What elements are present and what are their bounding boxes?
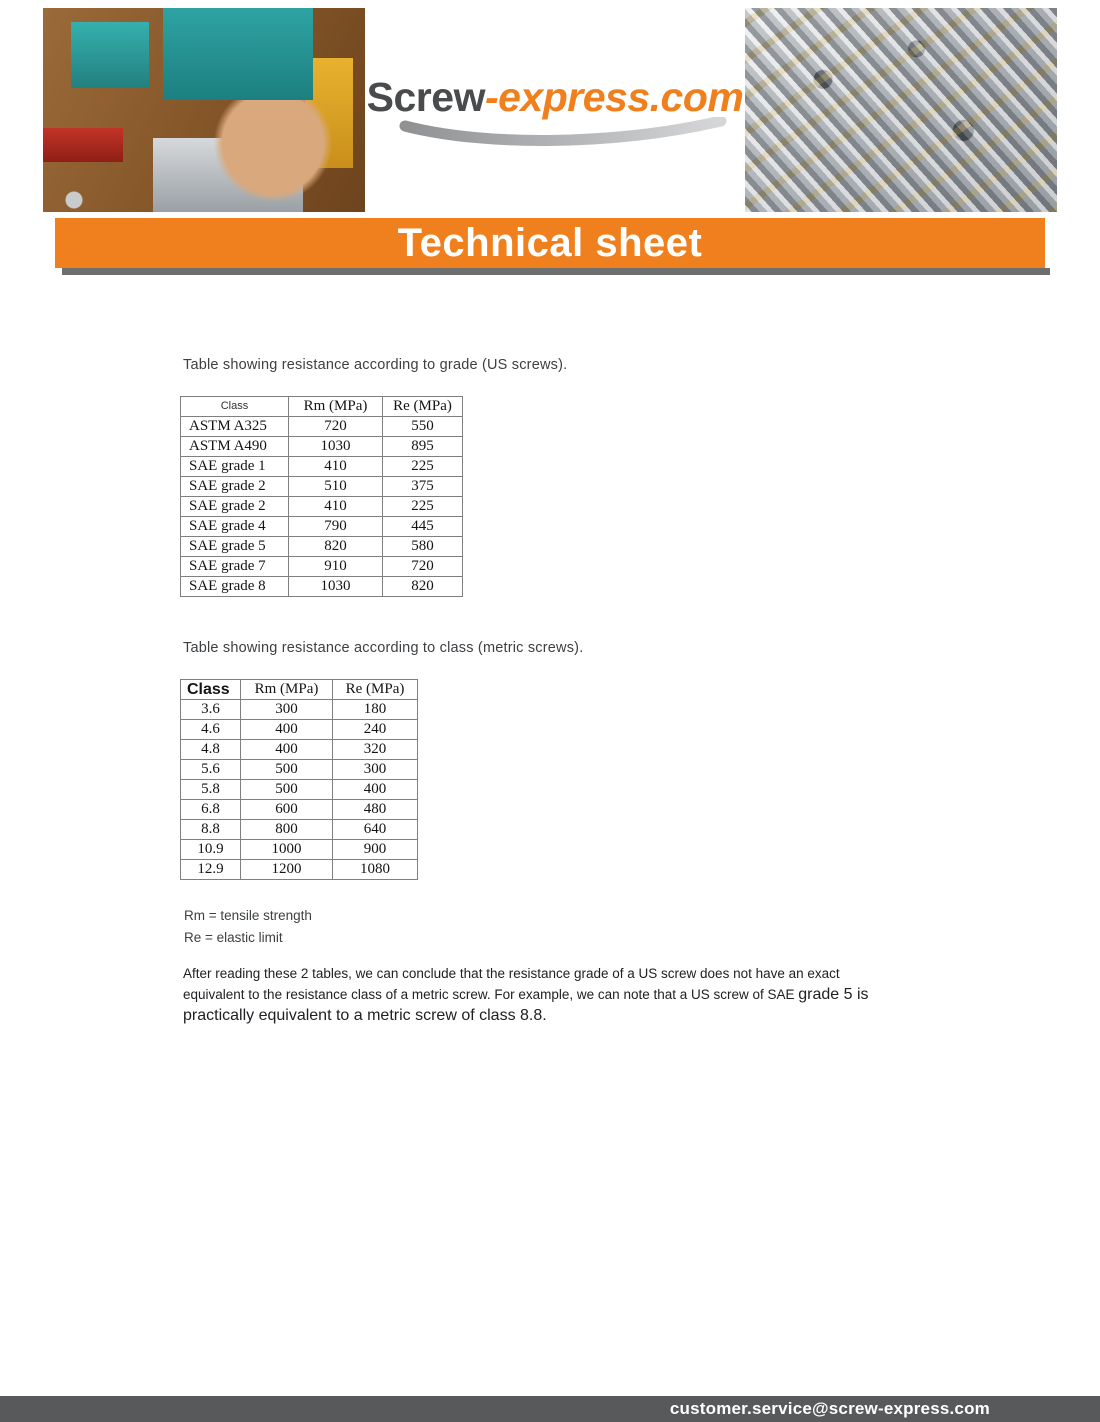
table-cell: 8.8	[181, 820, 241, 840]
metric-resistance-table	[180, 679, 418, 880]
table-row	[181, 457, 463, 477]
table-cell: 910	[289, 557, 383, 577]
table-row	[181, 820, 418, 840]
table-cell: 500	[241, 780, 333, 800]
table-cell: 375	[383, 477, 463, 497]
table-row	[181, 437, 463, 457]
table-cell: SAE grade 2	[181, 477, 289, 497]
table-cell: 820	[289, 537, 383, 557]
page-title: Technical sheet	[397, 220, 703, 265]
table-cell: 720	[289, 417, 383, 437]
table-cell: 790	[289, 517, 383, 537]
table-cell: 900	[333, 840, 418, 860]
table-cell: 400	[333, 780, 418, 800]
table-row	[181, 800, 418, 820]
legend-notes	[184, 905, 312, 949]
conclusion-text-emphasis: grade 5 is practically equivalent to a metric screw of class 8.8.	[183, 986, 869, 1024]
table-row	[181, 780, 418, 800]
column-header: Re (MPa)	[333, 680, 418, 700]
table-row	[181, 740, 418, 760]
table-cell: 400	[241, 720, 333, 740]
table-row	[181, 557, 463, 577]
us-table-caption: Table showing resistance according to grade (US screws).	[183, 357, 568, 373]
table-cell: 1030	[289, 577, 383, 597]
workbench-photo	[43, 8, 365, 212]
legend-re: Re = elastic limit	[184, 930, 283, 945]
legend-rm: Rm = tensile strength	[184, 908, 312, 923]
table-cell: 410	[289, 497, 383, 517]
table-cell: 895	[383, 437, 463, 457]
table-cell: SAE grade 4	[181, 517, 289, 537]
table-header-row	[181, 680, 418, 700]
table-cell: 5.8	[181, 780, 241, 800]
table-cell: SAE grade 8	[181, 577, 289, 597]
logo-text	[367, 74, 744, 121]
table-cell: SAE grade 5	[181, 537, 289, 557]
table-cell: ASTM A325	[181, 417, 289, 437]
table-row	[181, 417, 463, 437]
table-cell: 4.6	[181, 720, 241, 740]
table-row	[181, 860, 418, 880]
logo-screw-word: Screw	[366, 73, 485, 120]
table-row	[181, 840, 418, 860]
table-row	[181, 760, 418, 780]
footer	[0, 1396, 1100, 1422]
table-cell: 300	[333, 760, 418, 780]
logo	[365, 8, 745, 212]
table-cell: 800	[241, 820, 333, 840]
table-cell: 510	[289, 477, 383, 497]
table-cell: 500	[241, 760, 333, 780]
table-cell: SAE grade 7	[181, 557, 289, 577]
table-cell: 225	[383, 497, 463, 517]
table-row	[181, 497, 463, 517]
table-cell: 320	[333, 740, 418, 760]
table-cell: 400	[241, 740, 333, 760]
table-cell: 820	[383, 577, 463, 597]
table-row	[181, 517, 463, 537]
table-cell: SAE grade 1	[181, 457, 289, 477]
table-cell: 1080	[333, 860, 418, 880]
table-cell: 445	[383, 517, 463, 537]
us-resistance-table	[180, 396, 463, 597]
table-cell: 4.8	[181, 740, 241, 760]
table-cell: 1030	[289, 437, 383, 457]
table-row	[181, 577, 463, 597]
table-cell: ASTM A490	[181, 437, 289, 457]
table-row	[181, 700, 418, 720]
column-header: Class	[181, 397, 289, 417]
table-cell: 1000	[241, 840, 333, 860]
table-cell: 1200	[241, 860, 333, 880]
table-cell: 10.9	[181, 840, 241, 860]
metric-table-caption: Table showing resistance according to class (metric screws).	[183, 640, 584, 656]
table-cell: 3.6	[181, 700, 241, 720]
table-cell: SAE grade 2	[181, 497, 289, 517]
customer-service-email: customer.service@screw-express.com	[669, 1399, 990, 1418]
screws-photo	[745, 8, 1057, 212]
table-row	[181, 477, 463, 497]
table-cell: 5.6	[181, 760, 241, 780]
table-cell: 225	[383, 457, 463, 477]
conclusion-paragraph	[183, 963, 897, 1026]
table-cell: 300	[241, 700, 333, 720]
table-cell: 180	[333, 700, 418, 720]
column-header: Re (MPa)	[383, 397, 463, 417]
column-header: Rm (MPa)	[289, 397, 383, 417]
table-cell: 600	[241, 800, 333, 820]
banner-shadow	[62, 268, 1050, 275]
table-cell: 580	[383, 537, 463, 557]
table-cell: 6.8	[181, 800, 241, 820]
conclusion-text: After reading these 2 tables, we can conclude that the resistance grade of a US screw does not have an exact equivalent to the resistance class of a metric screw. For example, we can note that a US screw of SAE	[183, 966, 840, 1002]
table-cell: 410	[289, 457, 383, 477]
logo-swoosh-icon	[397, 117, 727, 147]
table-cell: 240	[333, 720, 418, 740]
table-cell: 720	[383, 557, 463, 577]
banner	[55, 218, 1045, 268]
column-header: Class	[181, 680, 241, 700]
table-row	[181, 720, 418, 740]
table-header-row	[181, 397, 463, 417]
table-cell: 550	[383, 417, 463, 437]
logo-express-word: -express.com	[484, 73, 744, 120]
table-cell: 640	[333, 820, 418, 840]
table-cell: 480	[333, 800, 418, 820]
table-row	[181, 537, 463, 557]
column-header: Rm (MPa)	[241, 680, 333, 700]
table-cell: 12.9	[181, 860, 241, 880]
